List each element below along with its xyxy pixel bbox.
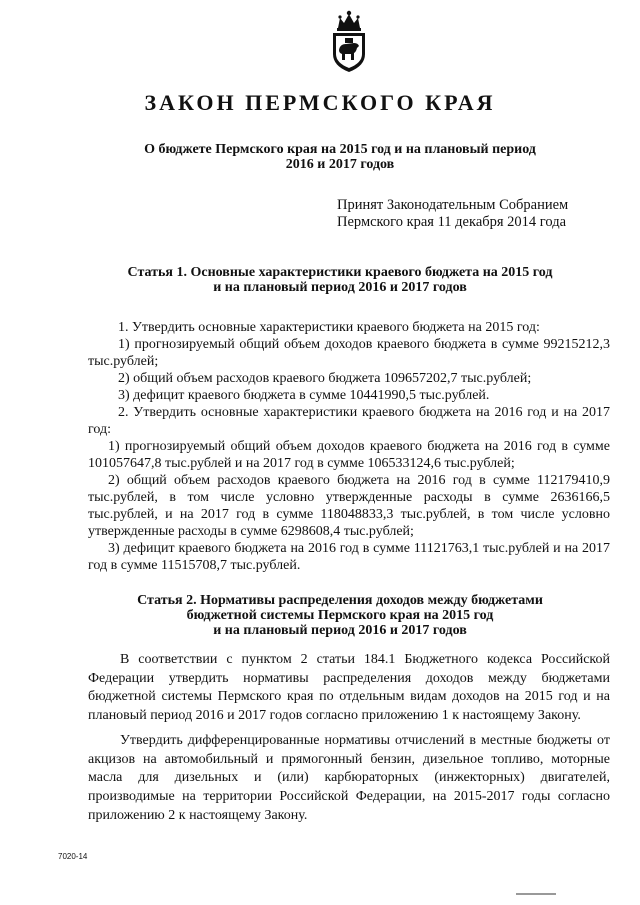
article2-body <box>88 651 610 825</box>
document-number: 7020-14 <box>58 852 88 861</box>
article1-heading-line-2: и на плановый период 2016 и 2017 годов <box>213 280 467 295</box>
article1-body <box>88 319 610 574</box>
adoption-note <box>337 197 617 231</box>
article2-paragraph: В соответствии с пунктом 2 статьи 184.1 Бюджетного кодекса Российской Федерации утвердить нормативы распределения доходов между бюджетами бюджетной системы Пермского края по отдельным видам доходов на 2015 год и на плановый период 2016 и 2017 годов согласно приложению 1 к настоящему Закону. <box>88 652 610 724</box>
scan-artifact <box>516 893 556 895</box>
article2-paragraph: Утвердить дифференцированные нормативы отчислений в местные бюджеты от акцизов на автомобильный и прямогонный бензин, дизельное топливо, моторные масла для дизельных и (или) карбюраторных (инжекторных) двигателей, производимые на территории Российской Федерации, на 2015-2017 годы согласно приложению 2 к настоящему Закону. <box>88 732 610 823</box>
article2-heading <box>80 593 600 638</box>
coat-of-arms-emblem <box>326 8 372 74</box>
article2-heading-line-1: Статья 2. Нормативы распределения доходов между бюджетами <box>137 593 543 608</box>
article1-paragraph: 2) общий объем расходов краевого бюджета 109657202,7 тыс.рублей; <box>118 371 532 386</box>
article1-heading-line-1: Статья 1. Основные характеристики краевого бюджета на 2015 год <box>127 265 553 280</box>
law-subtitle <box>130 142 550 172</box>
article1-heading <box>80 265 600 295</box>
subtitle-line-1: О бюджете Пермского края на 2015 год и на плановый период <box>144 142 536 157</box>
article1-paragraph: 2. Утвердить основные характеристики краевого бюджета на 2016 год и на 2017 год: <box>88 405 610 437</box>
adoption-line-2: Пермского края 11 декабря 2014 года <box>337 214 567 230</box>
adoption-line-1: Принят Законодательным Собранием <box>337 197 569 213</box>
article1-paragraph: 3) дефицит краевого бюджета на 2016 год в сумме 11121763,1 тыс.рублей и на 2017 год в сумме 11515708,7 тыс.рублей. <box>88 541 610 573</box>
article1-paragraph: 1) прогнозируемый общий объем доходов краевого бюджета на 2016 год в сумме 101057647,8 тыс.рублей и на 2017 год в сумме 106533124,6 тыс.рублей; <box>88 439 610 471</box>
article1-paragraph: 3) дефицит краевого бюджета в сумме 10441990,5 тыс.рублей. <box>118 388 490 403</box>
article1-paragraph: 1) прогнозируемый общий объем доходов краевого бюджета в сумме 99215212,3 тыс.рублей; <box>88 337 610 369</box>
subtitle-line-2: 2016 и 2017 годов <box>285 157 395 172</box>
article1-paragraph: 2) общий объем расходов краевого бюджета на 2016 год в сумме 112179410,9 тыс.рублей, в том числе условно утвержденные расходы в сумме 2636166,5 тыс.рублей, и на 2017 год в сумме 118048833,3 тыс.рублей, в том числе условно утвержденные расходы в сумме 6298608,4 тыс.рублей; <box>88 473 610 539</box>
article1-paragraph: 1. Утвердить основные характеристики краевого бюджета на 2015 год: <box>118 320 540 335</box>
article2-heading-line-2: бюджетной системы Пермского края на 2015 год <box>186 608 494 623</box>
law-title: ЗАКОН ПЕРМСКОГО КРАЯ <box>144 90 496 115</box>
article2-heading-line-3: и на плановый период 2016 и 2017 годов <box>213 623 467 638</box>
